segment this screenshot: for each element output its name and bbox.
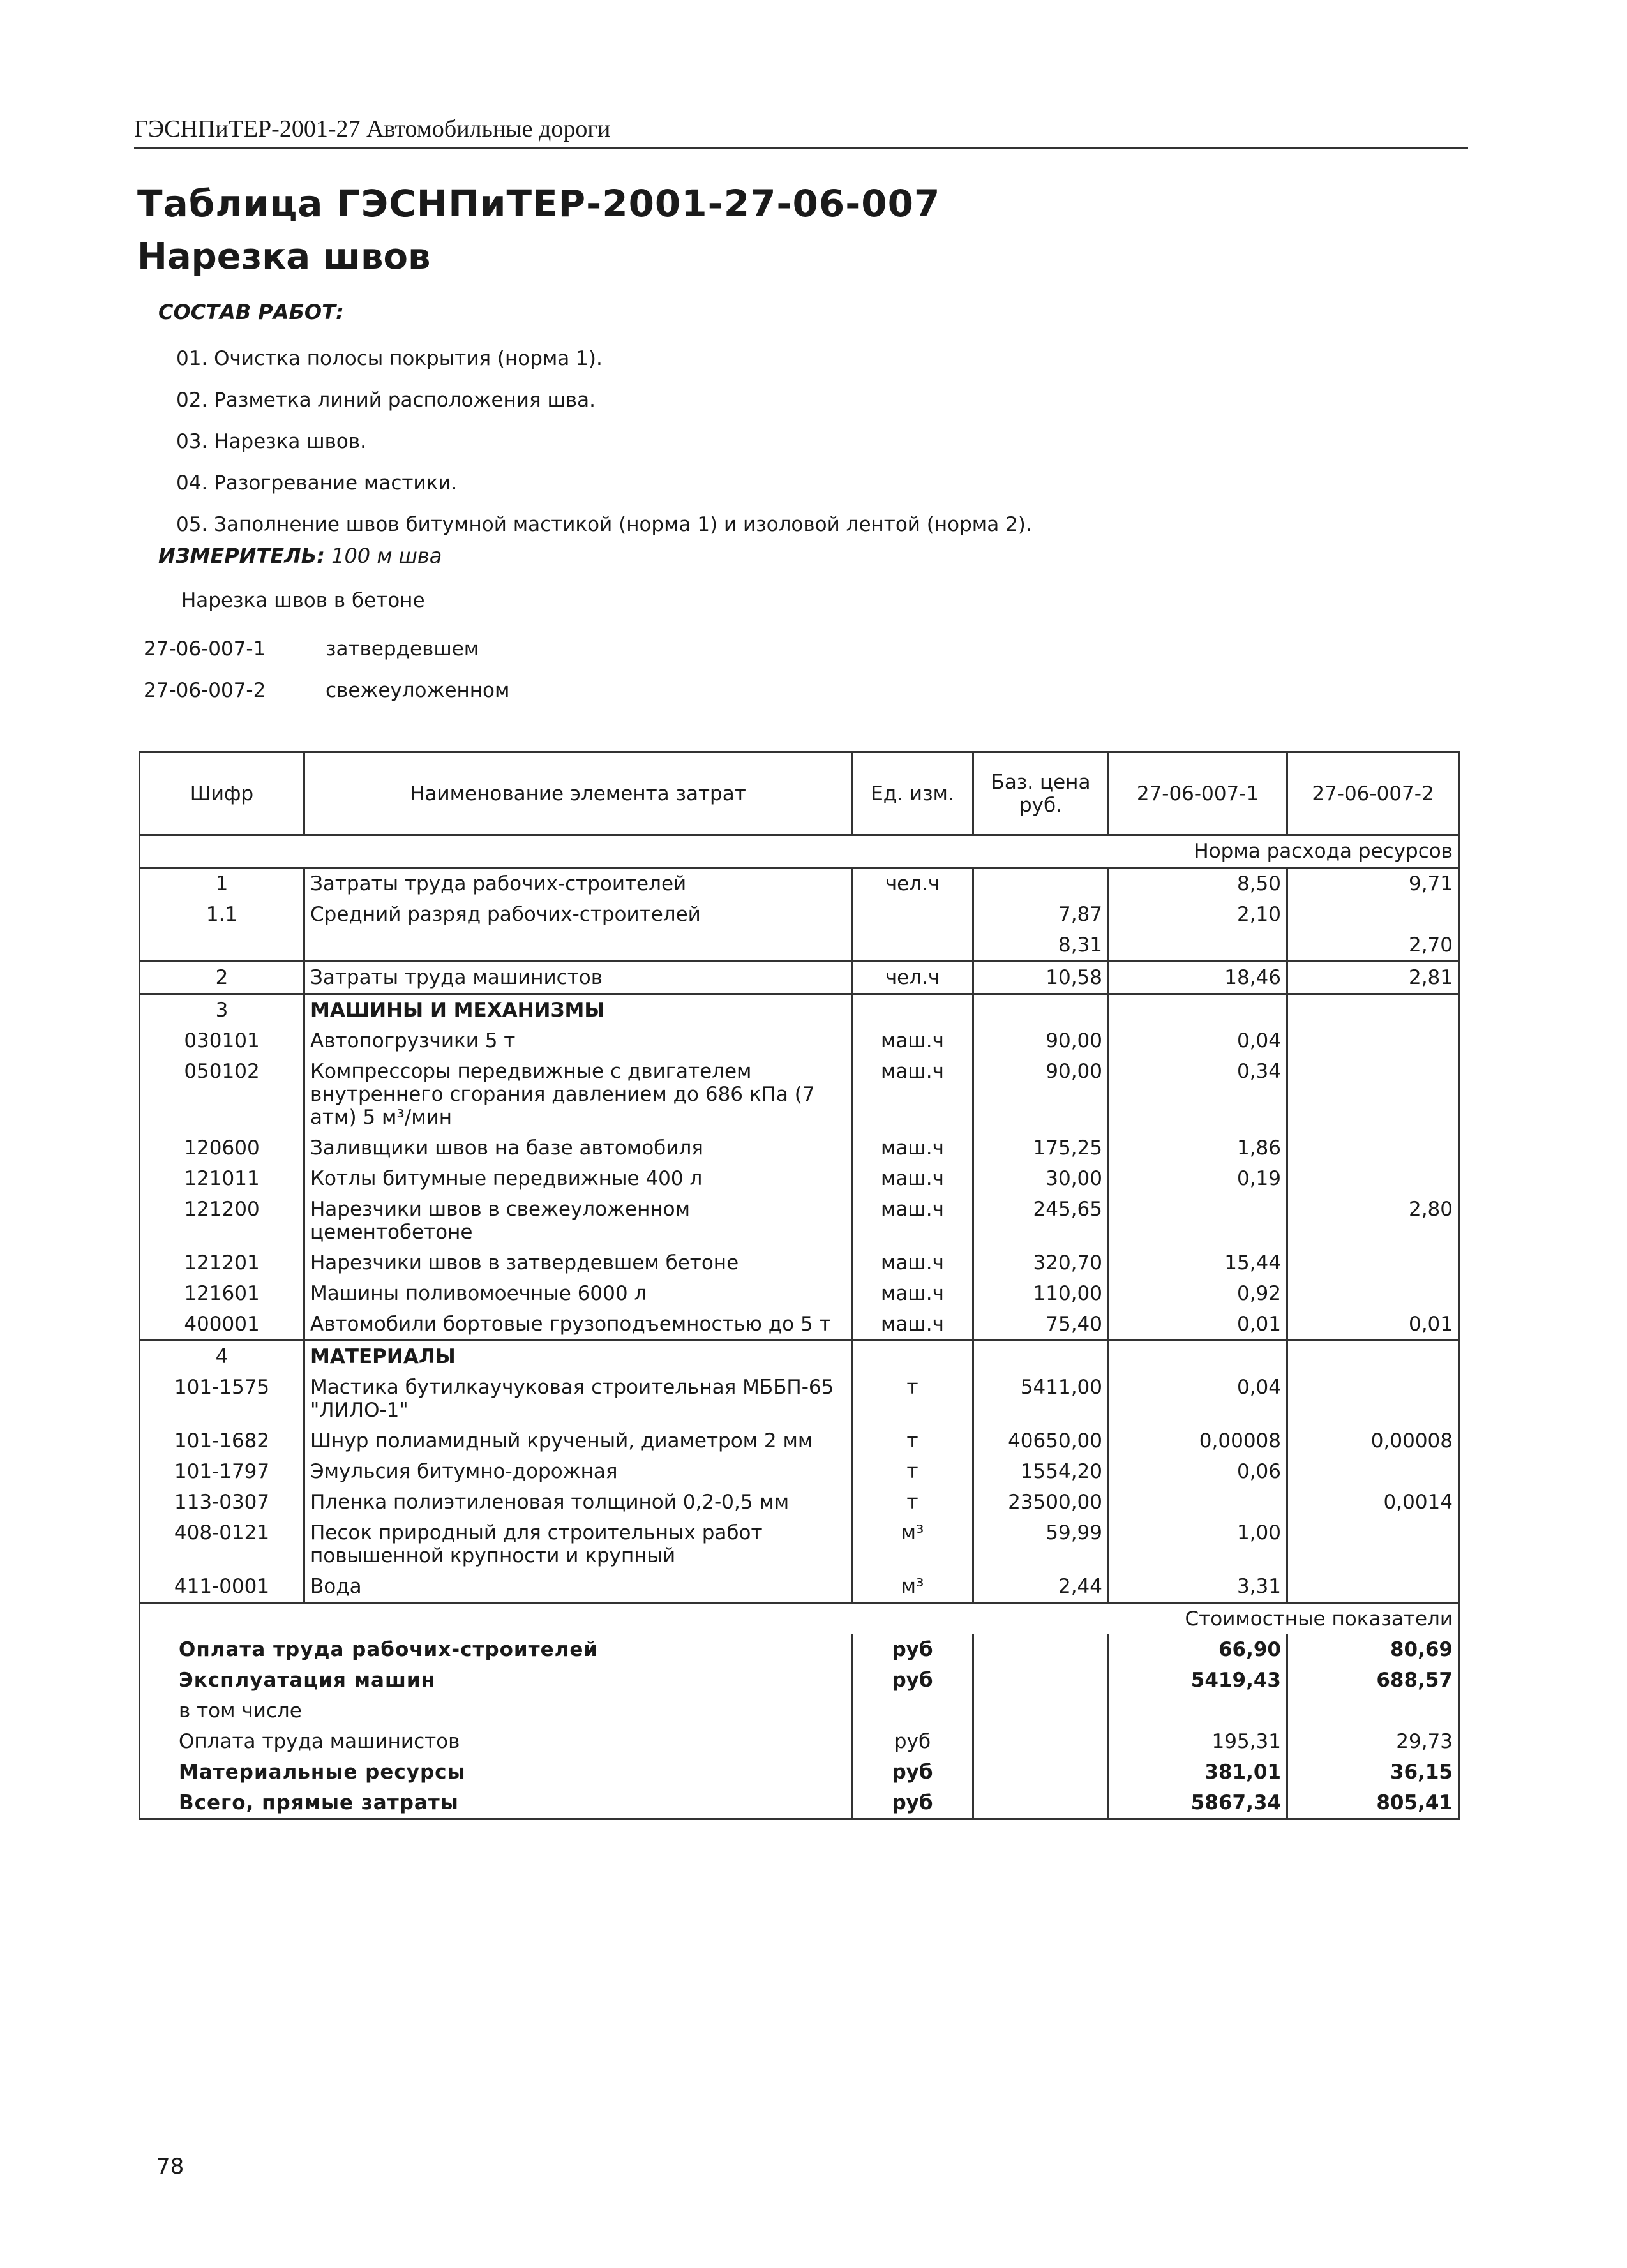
cell-price: 5411,00 xyxy=(973,1372,1109,1426)
cell-value-1: 15,44 xyxy=(1109,1248,1287,1278)
cell-value-1: 0,19 xyxy=(1109,1163,1287,1194)
cell-code: 1.1 xyxy=(140,899,304,930)
cell-name: Автомобили бортовые грузоподъемностью до 5 т xyxy=(304,1309,852,1341)
table-row xyxy=(140,1518,1459,1571)
cell-value-2 xyxy=(1287,1163,1459,1194)
summary-value-2: 688,57 xyxy=(1287,1665,1459,1696)
cell-code: 408-0121 xyxy=(140,1518,304,1571)
cell-price: 90,00 xyxy=(973,1056,1109,1133)
cell-unit: маш.ч xyxy=(852,1026,973,1056)
work-items-list xyxy=(176,338,1032,546)
cell-code: 113-0307 xyxy=(140,1487,304,1518)
cell-value-1: 1,86 xyxy=(1109,1133,1287,1163)
summary-name: Эксплуатация машин xyxy=(140,1665,852,1696)
summary-value-1: 5419,43 xyxy=(1109,1665,1287,1696)
cell-price: 7,87 xyxy=(973,899,1109,930)
variant-code: 27-06-007-1 xyxy=(144,638,266,660)
summary-price-empty xyxy=(973,1726,1109,1757)
summary-row xyxy=(140,1665,1459,1696)
header-price: Баз. цена руб. xyxy=(973,752,1109,835)
cell-value-2 xyxy=(1287,1248,1459,1278)
table-row xyxy=(140,1056,1459,1133)
cell-name: Машины поливомоечные 6000 л xyxy=(304,1278,852,1309)
running-header: ГЭСНПиТЕР-2001-27 Автомобильные дороги xyxy=(134,115,1468,149)
table-row xyxy=(140,1163,1459,1194)
cell-price: 8,31 xyxy=(973,930,1109,962)
cell-value-2 xyxy=(1287,1456,1459,1487)
cell-unit xyxy=(852,899,973,930)
cell-value-2: 2,70 xyxy=(1287,930,1459,962)
norma-caption: Норма расхода ресурсов xyxy=(140,835,1459,868)
header-col1: 27-06-007-1 xyxy=(1109,752,1287,835)
cell-code: 400001 xyxy=(140,1309,304,1341)
cell-unit: маш.ч xyxy=(852,1248,973,1278)
cell-code: 121201 xyxy=(140,1248,304,1278)
measure-line xyxy=(158,544,442,568)
table-row xyxy=(140,1026,1459,1056)
cell-name: Вода xyxy=(304,1571,852,1603)
cell-name: МАТЕРИАЛЫ xyxy=(304,1341,852,1373)
cell-value-1: 18,46 xyxy=(1109,962,1287,994)
summary-unit: руб xyxy=(852,1665,973,1696)
cell-value-2: 0,00008 xyxy=(1287,1426,1459,1456)
cell-value-2 xyxy=(1287,899,1459,930)
cell-price: 175,25 xyxy=(973,1133,1109,1163)
cell-name: Песок природный для строительных работ повышенной крупности и крупный xyxy=(304,1518,852,1571)
cell-price: 110,00 xyxy=(973,1278,1109,1309)
cell-price: 30,00 xyxy=(973,1163,1109,1194)
summary-unit: руб xyxy=(852,1726,973,1757)
cell-code: 121011 xyxy=(140,1163,304,1194)
summary-unit: руб xyxy=(852,1787,973,1819)
cell-value-1: 1,00 xyxy=(1109,1518,1287,1571)
summary-row xyxy=(140,1696,1459,1726)
cell-unit xyxy=(852,994,973,1026)
cell-value-1 xyxy=(1109,994,1287,1026)
table-row xyxy=(140,1372,1459,1426)
table-row xyxy=(140,1341,1459,1373)
page-number: 78 xyxy=(156,2154,184,2179)
table-row xyxy=(140,1571,1459,1603)
cell-code: 121601 xyxy=(140,1278,304,1309)
work-composition-caption: СОСТАВ РАБОТ: xyxy=(158,300,344,324)
summary-name: Оплата труда рабочих-строителей xyxy=(140,1634,852,1665)
cell-code: 3 xyxy=(140,994,304,1026)
table-subtitle: Нарезка швов xyxy=(137,236,431,278)
summary-value-2: 36,15 xyxy=(1287,1757,1459,1787)
cell-unit: чел.ч xyxy=(852,868,973,900)
norms-table xyxy=(139,751,1460,1820)
cell-value-1: 0,01 xyxy=(1109,1309,1287,1341)
table-row xyxy=(140,1309,1459,1341)
cell-value-1: 0,04 xyxy=(1109,1026,1287,1056)
concrete-label: Нарезка швов в бетоне xyxy=(181,589,425,612)
cell-unit: маш.ч xyxy=(852,1163,973,1194)
header-name: Наименование элемента затрат xyxy=(304,752,852,835)
table-row xyxy=(140,1487,1459,1518)
cell-value-2: 9,71 xyxy=(1287,868,1459,900)
table-row xyxy=(140,899,1459,930)
cell-unit: т xyxy=(852,1372,973,1426)
table-row xyxy=(140,1426,1459,1456)
cell-code xyxy=(140,930,304,962)
table-row xyxy=(140,930,1459,962)
cell-name: Котлы битумные передвижные 400 л xyxy=(304,1163,852,1194)
cell-price: 40650,00 xyxy=(973,1426,1109,1456)
cell-name: Мастика бутилкаучуковая строительная МББП-65 "ЛИЛО-1" xyxy=(304,1372,852,1426)
summary-price-empty xyxy=(973,1787,1109,1819)
work-item: 02. Разметка линий расположения шва. xyxy=(176,389,596,412)
cell-price: 90,00 xyxy=(973,1026,1109,1056)
cell-value-2: 0,01 xyxy=(1287,1309,1459,1341)
work-item: 04. Разогревание мастики. xyxy=(176,472,458,495)
table-row xyxy=(140,1194,1459,1248)
cell-price: 1554,20 xyxy=(973,1456,1109,1487)
summary-price-empty xyxy=(973,1696,1109,1726)
summary-name: в том числе xyxy=(140,1696,852,1726)
cell-unit: маш.ч xyxy=(852,1056,973,1133)
summary-name: Всего, прямые затраты xyxy=(140,1787,852,1819)
cell-code: 411-0001 xyxy=(140,1571,304,1603)
summary-value-1: 66,90 xyxy=(1109,1634,1287,1665)
summary-value-2: 80,69 xyxy=(1287,1634,1459,1665)
cell-value-2: 2,81 xyxy=(1287,962,1459,994)
summary-name: Материальные ресурсы xyxy=(140,1757,852,1787)
summary-value-2: 29,73 xyxy=(1287,1726,1459,1757)
cell-name: Эмульсия битумно-дорожная xyxy=(304,1456,852,1487)
variant-code: 27-06-007-2 xyxy=(144,679,266,702)
table-row xyxy=(140,1278,1459,1309)
table-row xyxy=(140,1248,1459,1278)
summary-caption: Стоимостные показатели xyxy=(140,1603,1459,1635)
table-row xyxy=(140,1456,1459,1487)
cell-price xyxy=(973,868,1109,900)
cell-value-1: 2,10 xyxy=(1109,899,1287,930)
cell-unit: т xyxy=(852,1456,973,1487)
table-row xyxy=(140,868,1459,900)
cell-price: 2,44 xyxy=(973,1571,1109,1603)
summary-caption-row xyxy=(140,1603,1459,1635)
cell-price: 75,40 xyxy=(973,1309,1109,1341)
cell-value-2 xyxy=(1287,1341,1459,1373)
cell-price: 320,70 xyxy=(973,1248,1109,1278)
cell-name: Средний разряд рабочих-строителей xyxy=(304,899,852,930)
summary-row xyxy=(140,1634,1459,1665)
variant-item xyxy=(144,670,509,712)
variant-name: затвердевшем xyxy=(326,638,479,660)
cell-price: 245,65 xyxy=(973,1194,1109,1248)
norma-caption-row xyxy=(140,835,1459,868)
cell-unit: маш.ч xyxy=(852,1309,973,1341)
cell-value-2 xyxy=(1287,1571,1459,1603)
cell-value-1: 3,31 xyxy=(1109,1571,1287,1603)
cell-value-2: 0,0014 xyxy=(1287,1487,1459,1518)
cell-price: 10,58 xyxy=(973,962,1109,994)
cell-unit: м³ xyxy=(852,1518,973,1571)
cell-unit: т xyxy=(852,1487,973,1518)
header-unit: Ед. изм. xyxy=(852,752,973,835)
cell-code: 101-1575 xyxy=(140,1372,304,1426)
cell-name: Затраты труда рабочих-строителей xyxy=(304,868,852,900)
summary-name: Оплата труда машинистов xyxy=(140,1726,852,1757)
cell-code: 120600 xyxy=(140,1133,304,1163)
cell-name: Автопогрузчики 5 т xyxy=(304,1026,852,1056)
cell-code: 2 xyxy=(140,962,304,994)
table-row xyxy=(140,1133,1459,1163)
cell-code: 101-1797 xyxy=(140,1456,304,1487)
cell-value-2 xyxy=(1287,1518,1459,1571)
summary-row xyxy=(140,1757,1459,1787)
variant-item xyxy=(144,629,509,670)
table-body xyxy=(140,835,1459,1819)
summary-unit: руб xyxy=(852,1634,973,1665)
summary-unit: руб xyxy=(852,1757,973,1787)
cell-price: 59,99 xyxy=(973,1518,1109,1571)
cell-value-1: 0,04 xyxy=(1109,1372,1287,1426)
cell-price xyxy=(973,994,1109,1026)
summary-price-empty xyxy=(973,1665,1109,1696)
cell-name: Затраты труда машинистов xyxy=(304,962,852,994)
summary-value-2: 805,41 xyxy=(1287,1787,1459,1819)
cell-code: 4 xyxy=(140,1341,304,1373)
cell-name: Заливщики швов на базе автомобиля xyxy=(304,1133,852,1163)
summary-price-empty xyxy=(973,1634,1109,1665)
cell-code: 030101 xyxy=(140,1026,304,1056)
cell-unit xyxy=(852,1341,973,1373)
variants-list xyxy=(144,629,509,712)
cell-value-2 xyxy=(1287,1056,1459,1133)
measure-label: ИЗМЕРИТЕЛЬ: xyxy=(158,544,325,568)
summary-row xyxy=(140,1787,1459,1819)
cell-name: МАШИНЫ И МЕХАНИЗМЫ xyxy=(304,994,852,1026)
summary-value-1 xyxy=(1109,1696,1287,1726)
cell-value-1 xyxy=(1109,930,1287,962)
cell-unit: маш.ч xyxy=(852,1278,973,1309)
cell-value-1: 8,50 xyxy=(1109,868,1287,900)
table-row xyxy=(140,994,1459,1026)
work-item: 05. Заполнение швов битумной мастикой (норма 1) и изоловой лентой (норма 2). xyxy=(176,513,1032,536)
cell-value-2: 2,80 xyxy=(1287,1194,1459,1248)
cell-code: 121200 xyxy=(140,1194,304,1248)
summary-value-1: 5867,34 xyxy=(1109,1787,1287,1819)
cell-value-1: 0,92 xyxy=(1109,1278,1287,1309)
summary-unit xyxy=(852,1696,973,1726)
cell-value-1 xyxy=(1109,1487,1287,1518)
cell-unit: т xyxy=(852,1426,973,1456)
cell-name: Шнур полиамидный крученый, диаметром 2 мм xyxy=(304,1426,852,1456)
cell-unit xyxy=(852,930,973,962)
cell-code: 050102 xyxy=(140,1056,304,1133)
cell-unit: маш.ч xyxy=(852,1133,973,1163)
cell-value-2 xyxy=(1287,1278,1459,1309)
cell-value-2 xyxy=(1287,1372,1459,1426)
cell-name: Нарезчики швов в свежеуложенном цементобетоне xyxy=(304,1194,852,1248)
summary-value-2 xyxy=(1287,1696,1459,1726)
cell-unit: чел.ч xyxy=(852,962,973,994)
cell-value-1: 0,34 xyxy=(1109,1056,1287,1133)
cell-unit: маш.ч xyxy=(852,1194,973,1248)
cell-price xyxy=(973,1341,1109,1373)
cell-value-1: 0,06 xyxy=(1109,1456,1287,1487)
cell-value-2 xyxy=(1287,994,1459,1026)
summary-price-empty xyxy=(973,1757,1109,1787)
summary-value-1: 195,31 xyxy=(1109,1726,1287,1757)
cell-unit: м³ xyxy=(852,1571,973,1603)
summary-value-1: 381,01 xyxy=(1109,1757,1287,1787)
work-item: 01. Очистка полосы покрытия (норма 1). xyxy=(176,347,603,370)
cell-code: 1 xyxy=(140,868,304,900)
cell-name: Нарезчики швов в затвердевшем бетоне xyxy=(304,1248,852,1278)
table-header-row xyxy=(140,752,1459,835)
work-item: 03. Нарезка швов. xyxy=(176,430,366,453)
table-row xyxy=(140,962,1459,994)
cell-price: 23500,00 xyxy=(973,1487,1109,1518)
cell-value-1: 0,00008 xyxy=(1109,1426,1287,1456)
variant-name: свежеуложенном xyxy=(326,679,510,702)
cell-name: Пленка полиэтиленовая толщиной 0,2-0,5 мм xyxy=(304,1487,852,1518)
cell-name xyxy=(304,930,852,962)
summary-row xyxy=(140,1726,1459,1757)
header-code: Шифр xyxy=(140,752,304,835)
cell-code: 101-1682 xyxy=(140,1426,304,1456)
cell-value-1 xyxy=(1109,1194,1287,1248)
cell-name: Компрессоры передвижные с двигателем внутреннего сгорания давлением до 686 кПа (7 атм) 5 м³/мин xyxy=(304,1056,852,1133)
cell-value-2 xyxy=(1287,1026,1459,1056)
cell-value-1 xyxy=(1109,1341,1287,1373)
table-title: Таблица ГЭСНПиТЕР-2001-27-06-007 xyxy=(137,182,941,225)
measure-value: 100 м шва xyxy=(331,544,442,568)
header-col2: 27-06-007-2 xyxy=(1287,752,1459,835)
cell-value-2 xyxy=(1287,1133,1459,1163)
